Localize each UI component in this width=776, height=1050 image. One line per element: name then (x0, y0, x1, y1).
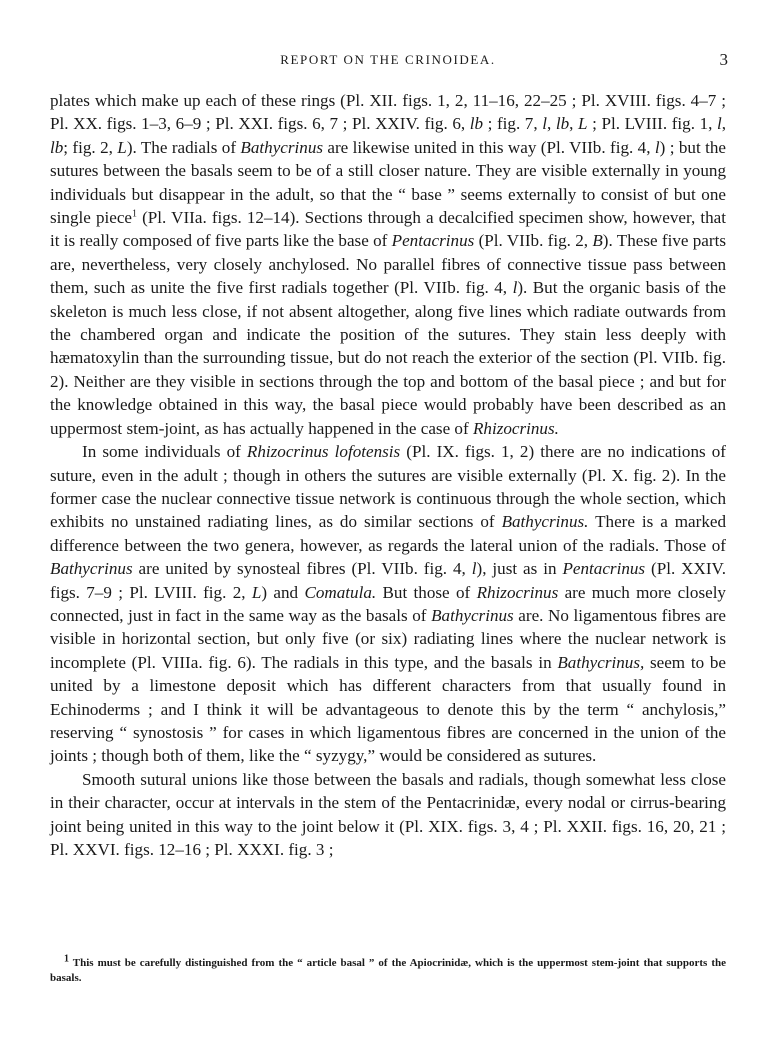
italic-run: Bathycrinus, (557, 652, 645, 672)
text-run: are. No ligamentous fibres are visible in horizontal section, but only five (or six) radiating lines where the nuclear network is incomplete (Pl. VIIIa. fig. 6). The radials in this type, and the basals in (50, 605, 726, 672)
italic-run: l (542, 114, 547, 134)
footnote-marker: 1 (64, 953, 69, 965)
page-header (50, 50, 726, 72)
italic-run: Pentacrinus (391, 231, 475, 251)
italic-run: Pentacrinus (562, 559, 646, 579)
italic-run: L (251, 582, 262, 602)
text-run: Smooth sutural unions like those between the basals and radials, though somewhat less close in their character, occur at intervals in the stem of the Pentacrinidæ, every nodal or cirrus-bearing joint being united in this way to the joint below it (Pl. XIX. figs. 3, 4 ; Pl. XXII. figs. 16, 20, 21 ; Pl. XXVI. figs. 12–16 ; Pl. XXXI. fig. 3 ; (50, 769, 726, 859)
text-run: In some individuals of (82, 442, 247, 462)
text-run: , (546, 114, 556, 134)
italic-run: Bathycrinus (431, 605, 514, 625)
italic-run: Bathycrinus. (501, 512, 589, 532)
footnote-text: This must be carefully distinguished from the “ article basal ” of the Apiocrinidæ, which is the uppermost stem-joint that supports the basals. (50, 957, 726, 984)
text-run: (Pl. XXIV. figs. 7–9 ; Pl. LVIII. fig. 2, (50, 559, 726, 602)
footnote (50, 953, 726, 986)
text-run: ) and (261, 582, 305, 602)
text-run: ). These five parts are, nevertheless, very closely anchylosed. No parallel fibres of connective tissue pass between them, such as unite the five first radials together (Pl. VIIb. fig. 4, (50, 231, 726, 298)
text-run: plates which make up each of these rings (Pl. XII. figs. 1, 2, 11–16, 22–25 ; Pl. XVIII. figs. 4–7 ; Pl. XX. figs. 1–3, 6–9 ; Pl. XXI. figs. 6, 7 ; Pl. XXIV. fig. 6, (50, 91, 726, 134)
italic-run: lb (50, 137, 64, 157)
italic-run: L (578, 114, 588, 134)
text-run: seem to be united by a limestone deposit which has different characters from that usually found in Echinoderms ; and I think it will be advantageous to denote this by the term “ anchylosis,” reserving “ synostosis ” for cases in which ligamentous fibres are concerned in the union of the joints ; though both of them, like the “ syzygy,” would be considered as sutures. (50, 652, 727, 766)
italic-run: l (716, 114, 722, 134)
text-run: ; fig. 2, (63, 137, 118, 157)
text-run: are united by synosteal fibres (Pl. VIIb. fig. 4, (132, 559, 472, 579)
text-run: , (569, 114, 579, 134)
page-number: 3 (719, 50, 728, 69)
text-run: ). But the organic basis of the skeleton is much less close, if not absent altogether, along five lines which radiate outwards from the chambered organ and indicate the position of the sutures. They stain less deeply with hæmatoxylin than the surrounding tissue, but do not reach the exterior of the section (Pl. VIIb. fig. 2). Neither are they visible in sections through the top and bottom of the basal piece ; and but for the knowledge obtained in this way, the basal piece would probably have been described as an uppermost stem-joint, as has actually happened in the case of (50, 278, 726, 438)
text-run: ). The radials of (126, 137, 241, 157)
main-text (50, 89, 726, 861)
text-run: ; fig. 7, (483, 114, 543, 134)
text-run: (Pl. VIIb. fig. 2, (474, 231, 593, 251)
text-run: There is a marked difference between the two genera, however, as regards the lateral union of the radials. Those of (50, 512, 726, 555)
text-run: ) ; but the sutures between the basals seem to be of a still closer nature. They are visible externally in young individuals but disappear in the adult, so that the “ base ” seems externally to consist of but one single piece (50, 137, 726, 228)
italic-run: lb (469, 114, 484, 134)
text-run: But those of (376, 582, 477, 602)
text-run: ; Pl. LVIII. fig. 1, (587, 114, 717, 134)
text-run: , (721, 114, 727, 134)
text-run: are much more closely connected, just in fact in the same way as the basals of (50, 582, 726, 625)
italic-run: B (592, 231, 603, 251)
italic-run: Rhizocrinus lofotensis (246, 442, 401, 462)
paragraph (50, 89, 726, 440)
text-run: (Pl. VIIa. figs. 12–14). Sections through a decalcified specimen show, however, that it is really composed of five parts like the base of (50, 208, 726, 251)
italic-run: l (512, 278, 518, 298)
paragraph (50, 768, 726, 862)
italic-run: Bathycrinus (50, 559, 133, 579)
italic-run: Rhizocrinus. (472, 418, 559, 438)
italic-run: lb (555, 114, 570, 134)
text-run: are likewise united in this way (Pl. VIIb. fig. 4, (323, 137, 655, 157)
italic-run: l (471, 559, 477, 579)
paragraph (50, 440, 726, 768)
italic-run: Bathycrinus (240, 137, 324, 157)
italic-run: Comatula. (304, 582, 377, 602)
italic-run: l (654, 137, 660, 157)
text-run: (Pl. IX. figs. 1, 2) there are no indications of suture, even in the adult ; though in others the sutures are visible externally (Pl. X. fig. 2). In the former case the nuclear connective tissue network is continuous through the whole section, which exhibits no unstained radiating lines, as do similar sections of (50, 442, 726, 532)
italic-run: Rhizocrinus (476, 582, 559, 602)
text-run: ), just as in (476, 559, 563, 579)
running-title: REPORT ON THE CRINOIDEA. (280, 52, 496, 67)
footnote-ref: 1 (132, 208, 137, 220)
italic-run: L (117, 137, 127, 157)
